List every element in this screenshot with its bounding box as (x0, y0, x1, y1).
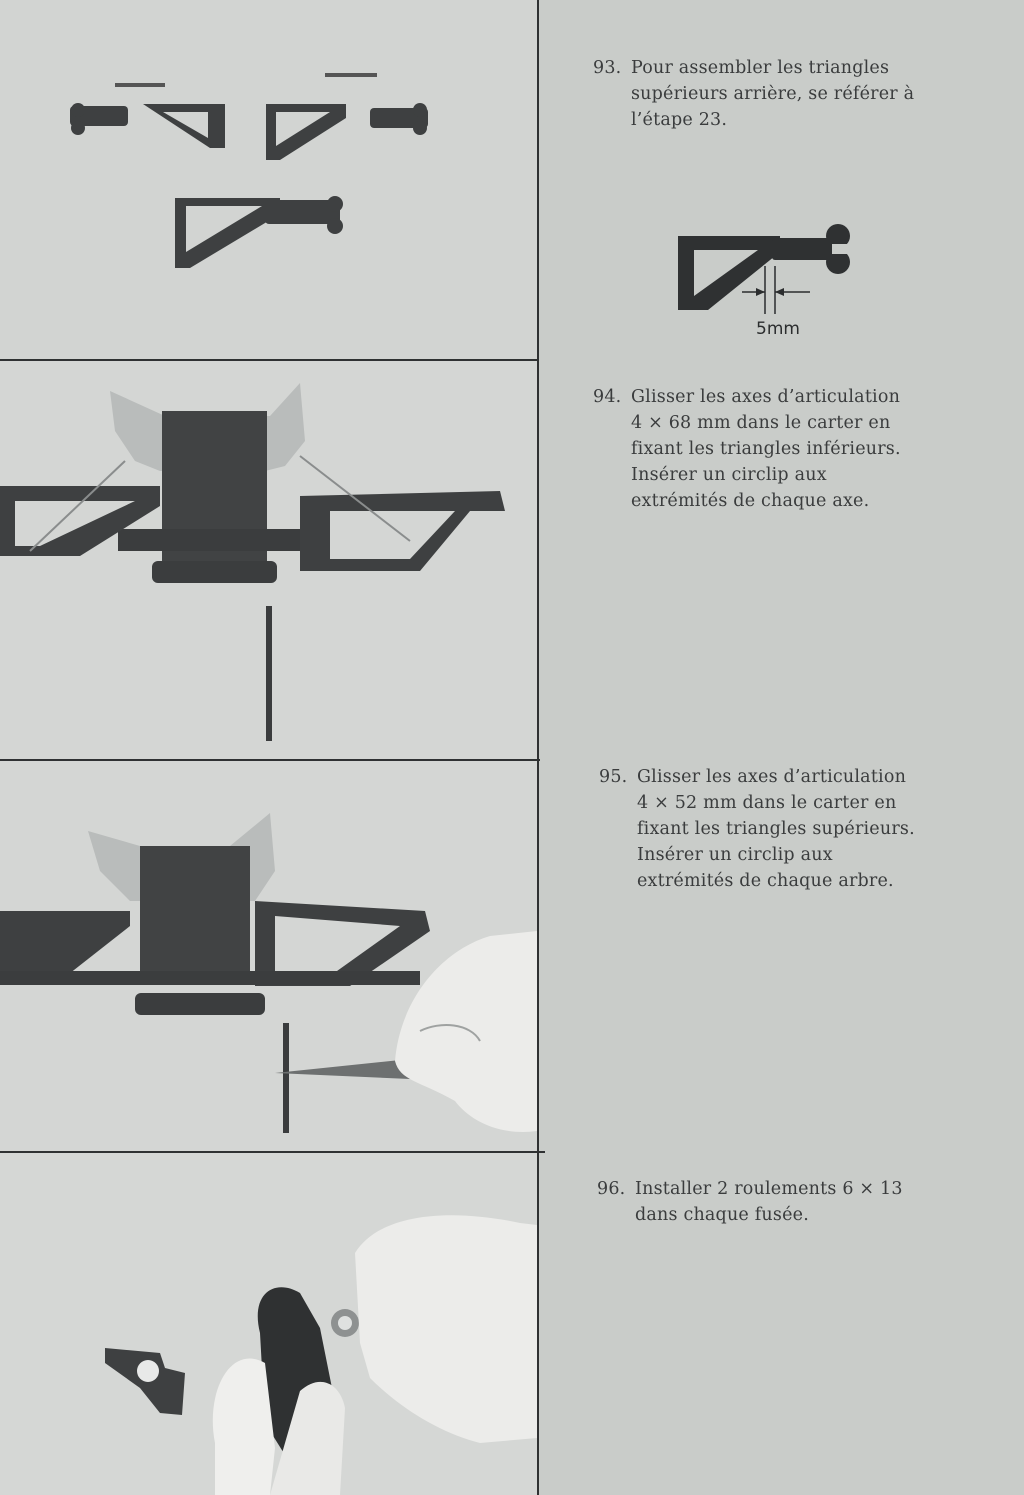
step-line: dans chaque fusée. (635, 1205, 809, 1225)
step-text (631, 384, 901, 514)
step-line: Glisser les axes d’articulation (637, 767, 907, 787)
step-line: l’étape 23. (631, 110, 728, 130)
step-line: 4 × 52 mm dans le carter en (637, 793, 897, 813)
step-line: Glisser les axes d’articulation (631, 387, 901, 407)
step-line: supérieurs arrière, se référer à (631, 84, 915, 104)
step-line: fixant les triangles supérieurs. (637, 819, 915, 839)
step-line: 4 × 68 mm dans le carter en (631, 413, 891, 433)
hub-bearings-photo (0, 1153, 537, 1495)
step-text (637, 764, 915, 894)
panel-divider (0, 759, 540, 761)
step-text (635, 1176, 903, 1228)
step-line: fixant les triangles inférieurs. (631, 439, 901, 459)
column-divider (537, 0, 539, 1495)
step-line: Installer 2 roulements 6 × 13 (635, 1179, 903, 1199)
step-line: extrémités de chaque axe. (631, 491, 870, 511)
step-line: extrémités de chaque arbre. (637, 871, 894, 891)
step-number: 96. (597, 1179, 626, 1199)
step-line: Pour assembler les triangles (631, 58, 890, 78)
suspension-arms-photo (0, 0, 537, 359)
arm-spacing-diagram (670, 218, 870, 343)
panel-divider (0, 359, 537, 361)
step-line: Insérer un circlip aux (631, 465, 827, 485)
chassis-lower-arms-photo (0, 361, 537, 759)
panel-divider (0, 1151, 545, 1153)
step-number: 93. (593, 58, 622, 78)
step-number: 95. (599, 767, 628, 787)
dimension-label: 5mm (756, 319, 800, 339)
chassis-upper-arms-photo (0, 761, 537, 1151)
step-number: 94. (593, 387, 622, 407)
step-text (631, 55, 914, 133)
step-line: Insérer un circlip aux (637, 845, 833, 865)
